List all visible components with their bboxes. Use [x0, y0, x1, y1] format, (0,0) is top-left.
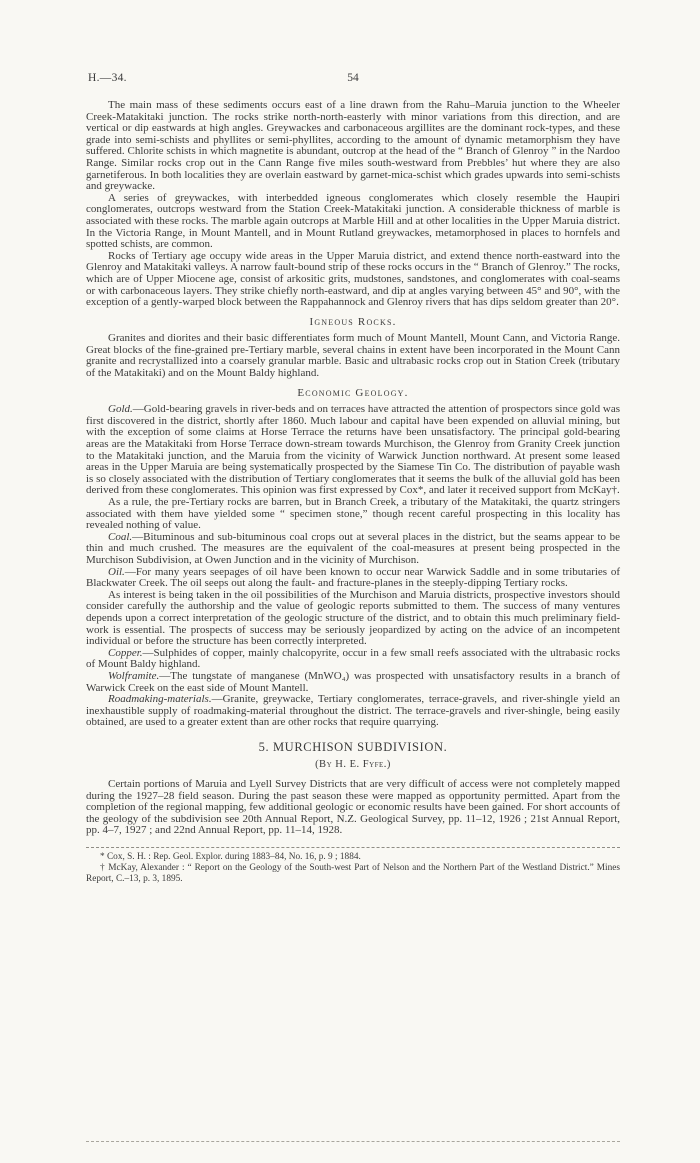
paragraph-barren: As a rule, the pre-Tertiary rocks are barren, but in Branch Creek, a tributary of the Matakitaki, the quartz stringers associated with them have yielded some “ specimen stone,” though recent careful prospecting in this locality has revealed nothing of value.: [86, 496, 620, 532]
paragraph-murchison: Certain portions of Maruia and Lyell Survey Districts that are very difficult of access were not completely mapped during the 1927–28 field season. During the past season these were mapped as opportunity permitted. Apart from the completion of the regional mapping, few additional geologic or economic results have been gained. For short accounts of the geology of the subdivision see 20th Annual Report, N.Z. Geological Survey, pp. 11–12, 1926 ; 21st Annual Report, pp. 4–7, 1927 ; and 22nd Annual Report, pp. 11–14, 1928.: [86, 778, 620, 837]
wolframite-text: —The tungstate of manganese (MnWO₄) was prospected with unsatisfactory results in a branch of Warwick Creek on the east side of Mount Mantell.: [86, 669, 620, 694]
paragraph-greywackes: A series of greywackes, with interbedded igneous conglomerates which closely resemble the Haupiri conglomerates, outcrops westward from the Station Creek-Matakitaki junction. A considerable thickness of marble is associated with these rocks. The marble again outcrops at Marble Hill and at other localities in the Upper Maruia district. In the Victoria Range, in Mount Mantell, and in Mount Rutland greywackes, metamorphosed in places to hornfels and spotted schists, are common.: [86, 191, 620, 251]
paragraph-oil: [86, 567, 620, 590]
page-number: 54: [347, 72, 359, 84]
paragraph-roadmaking: [86, 694, 620, 729]
roadmaking-lead: Roadmaking-materials.: [108, 693, 212, 706]
heading-igneous-rocks: Igneous Rocks.: [309, 315, 397, 328]
paragraph-igneous: Granites and diorites and their basic differentiates form much of Mount Mantell, Mount Cann, and Victoria Range. Great blocks of the fine-grained pre-Tertiary marble, several chains in extent have been incorporated in the Mount Cann granite and recrystallized into a coarsely granular marble. Basic and ultrabasic rocks crop out in Station Creek (tributary of the Matakitaki) and on the Mount Baldy highland.: [86, 332, 620, 380]
coal-text: —Bituminous and sub-bituminous coal crops out at several places in the district, but the seams appear to be thin and much crushed. The measures are the equivalent of the coal-measures at present being prospected in the Murchison Subdivision, at Owen Junction and in the vicinity of Murchison.: [86, 530, 620, 566]
body-text: [86, 100, 620, 884]
paragraph-interest: As interest is being taken in the oil possibilities of the Murchison and Maruia districts, prospective investors should consider carefully the authorship and the value of geologic reports submitted to them. The success of many ventures depends upon a correct interpretation of the geologic structure of the district, and to obtain this much preliminary field-work is essential. The prospects of success may be seriously jeopardized by acting on the advice of an incompetent individual or before the structure has been correctly interpreted.: [86, 588, 620, 648]
paragraph-sediments: The main mass of these sediments occurs east of a line drawn from the Rahu–Maruia junction to the Wheeler Creek-Matakitaki junction. The rocks strike north-north-easterly with minor variations from this direction, and are vertical or dip eastwards at high angles. Greywackes and carbonaceous argillites are the dominant rock-types, and these grade into semi-schists and phyllites or semi-phyllites, according to the amount of dynamic metamorphism they have suffered. Chlorite schists in which magnetite is abundant, outcrop at the head of the “ Branch of Glenroy ” in the Nardoo Range. Similar rocks crop out in the Cann Range five miles south-westward from Prebbles’ hut where they are also garnetiferous. In both localities they are overlain eastward by garnet-mica-schist which grades upwards into semi-schists and greywacke.: [86, 99, 620, 193]
copper-lead: Copper.: [108, 646, 143, 659]
footnote-area: [86, 847, 620, 884]
oil-text: —For many years seepages of oil have been known to occur near Warwick Saddle and in some tributaries of Blackwater Creek. The oil seeps out along the fault- and fracture-planes in the steeply-dipping Tertiary rocks.: [86, 565, 620, 590]
byline: (By H. E. Fyfe.): [315, 759, 391, 771]
paragraph-copper: [86, 648, 620, 671]
wolframite-lead: Wolframite.: [108, 669, 160, 682]
gold-lead: Gold.: [108, 403, 133, 416]
heading-murchison-subdivision: 5. MURCHISON SUBDIVISION.: [258, 739, 448, 754]
page-header: [86, 72, 620, 100]
paragraph-tertiary: Rocks of Tertiary age occupy wide areas in the Upper Maruia district, and extend thence north-eastward into the Glenroy and Matakitaki valleys. A narrow fault-bound strip of these rocks occurs in the “ Branch of Glenroy.” The rocks, which are of Upper Miocene age, consist of arkositic grits, mudstones, sandstones, and conglomerates with coal-seams or with carbonaceous layers. They strike chiefly north-eastward, and dip at angles varying between 45° and 90°, with the exception of a gently-warped block between the Rappahannock and Glenroy rivers that has dips seldom greater than 20°.: [86, 249, 620, 309]
copper-text: —Sulphides of copper, mainly chalcopyrite, occur in a few small reefs associated with the ultrabasic rocks of Mount Baldy highland.: [86, 646, 620, 671]
heading-economic-geology: Economic Geology.: [297, 386, 409, 399]
document-reference: H.—34.: [88, 72, 127, 84]
bottom-page-rule: [86, 1141, 620, 1142]
roadmaking-text: —Granite, greywacke, Tertiary conglomerates, terrace-gravels, and river-shingle yield an inexhaustible supply of roadmaking-material throughout the district. The terrace-gravels and river-shingle, being easily obtained, are used to a greater extent than are other rocks that require quarrying.: [86, 693, 620, 729]
footnote-mckay: † McKay, Alexander : “ Report on the Geology of the South-west Part of Nelson and the Northern Part of the Westland District.” Mines Report, C.–13, p. 3, 1895.: [86, 862, 620, 884]
coal-lead: Coal.: [108, 530, 133, 543]
paragraph-gold: [86, 404, 620, 497]
paragraph-wolframite: [86, 671, 620, 694]
paragraph-coal: [86, 532, 620, 567]
gold-text: —Gold-bearing gravels in river-beds and on terraces have attracted the attention of prospectors since gold was first discovered in the district, shortly after 1860. Much labour and capital have been expended on alluvial mining, but with the exception of some claims at Horse Terrace the returns have been unsatisfactory. The principal gold-bearing areas are the Matakitaki from Horse Terrace down-stream towards Murchison, the Glenroy from Granity Creek junction to the Matakitaki junction, and the Maruia from the vicinity of Warwick Junction northward. At present some leased areas in the Upper Maruia are being systematically prospected by the Siamese Tin Co. The distribution of payable wash is so closely associated with the distribution of Tertiary conglomerates that it seems the bulk of the alluvial gold has been derived from these conglomerates. This opinion was first expressed by Cox*, and later it received support from McKay†.: [86, 403, 620, 497]
footnote-cox: * Cox, S. H. : Rep. Geol. Explor. during 1883–84, No. 16, p. 9 ; 1884.: [100, 852, 361, 863]
oil-lead: Oil.: [108, 565, 125, 578]
